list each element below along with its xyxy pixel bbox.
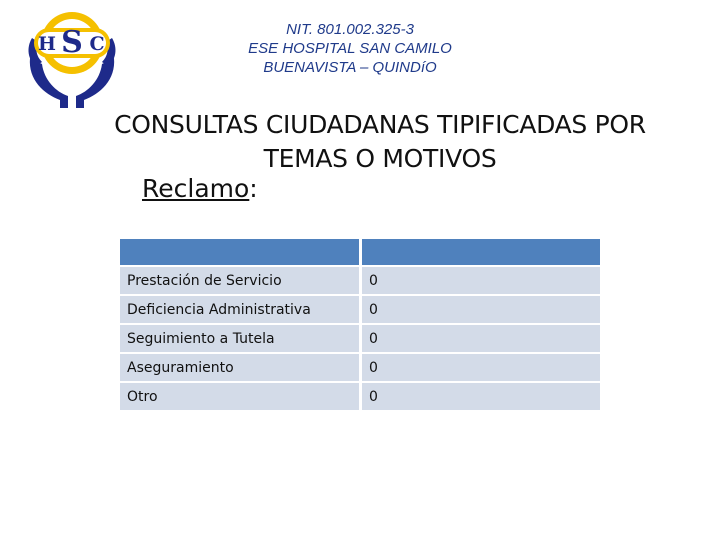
table-header-valor <box>362 239 600 265</box>
row-valor: 0 <box>362 325 600 352</box>
table-row <box>120 325 600 352</box>
page-title <box>80 108 680 176</box>
table-row <box>120 296 600 323</box>
nit-text: NIT. 801.002.325-3 <box>286 21 414 38</box>
title-line-1: CONSULTAS CIUDADANAS TIPIFICADAS POR <box>114 110 646 139</box>
table-row <box>120 354 600 381</box>
row-tema: Aseguramiento <box>120 354 362 381</box>
row-tema: Deficiencia Administrativa <box>120 296 362 323</box>
row-valor: 0 <box>362 383 600 410</box>
section-subtitle <box>142 174 258 203</box>
reclamo-table <box>120 237 600 412</box>
table-row <box>120 383 600 410</box>
row-tema: Seguimiento a Tutela <box>120 325 362 352</box>
row-valor: 0 <box>362 354 600 381</box>
table-row <box>120 267 600 294</box>
logo-emblem-icon <box>22 8 122 108</box>
hospital-logo <box>22 8 122 108</box>
logo-letter-c: C <box>89 33 105 55</box>
subtitle-colon: : <box>249 174 258 203</box>
hospital-name: ESE HOSPITAL SAN CAMILO <box>248 40 452 57</box>
row-valor: 0 <box>362 296 600 323</box>
table-header-row <box>120 239 600 265</box>
table-header-tema <box>120 239 362 265</box>
logo-letter-s: S <box>61 25 83 60</box>
subtitle-label: Reclamo <box>142 174 250 203</box>
hospital-header <box>200 20 500 77</box>
row-tema: Prestación de Servicio <box>120 267 362 294</box>
row-valor: 0 <box>362 267 600 294</box>
row-tema: Otro <box>120 383 362 410</box>
title-line-2: TEMAS O MOTIVOS <box>263 144 497 173</box>
logo-letter-h: H <box>38 33 56 55</box>
hospital-location: BUENAVISTA – QUINDíO <box>263 59 437 76</box>
